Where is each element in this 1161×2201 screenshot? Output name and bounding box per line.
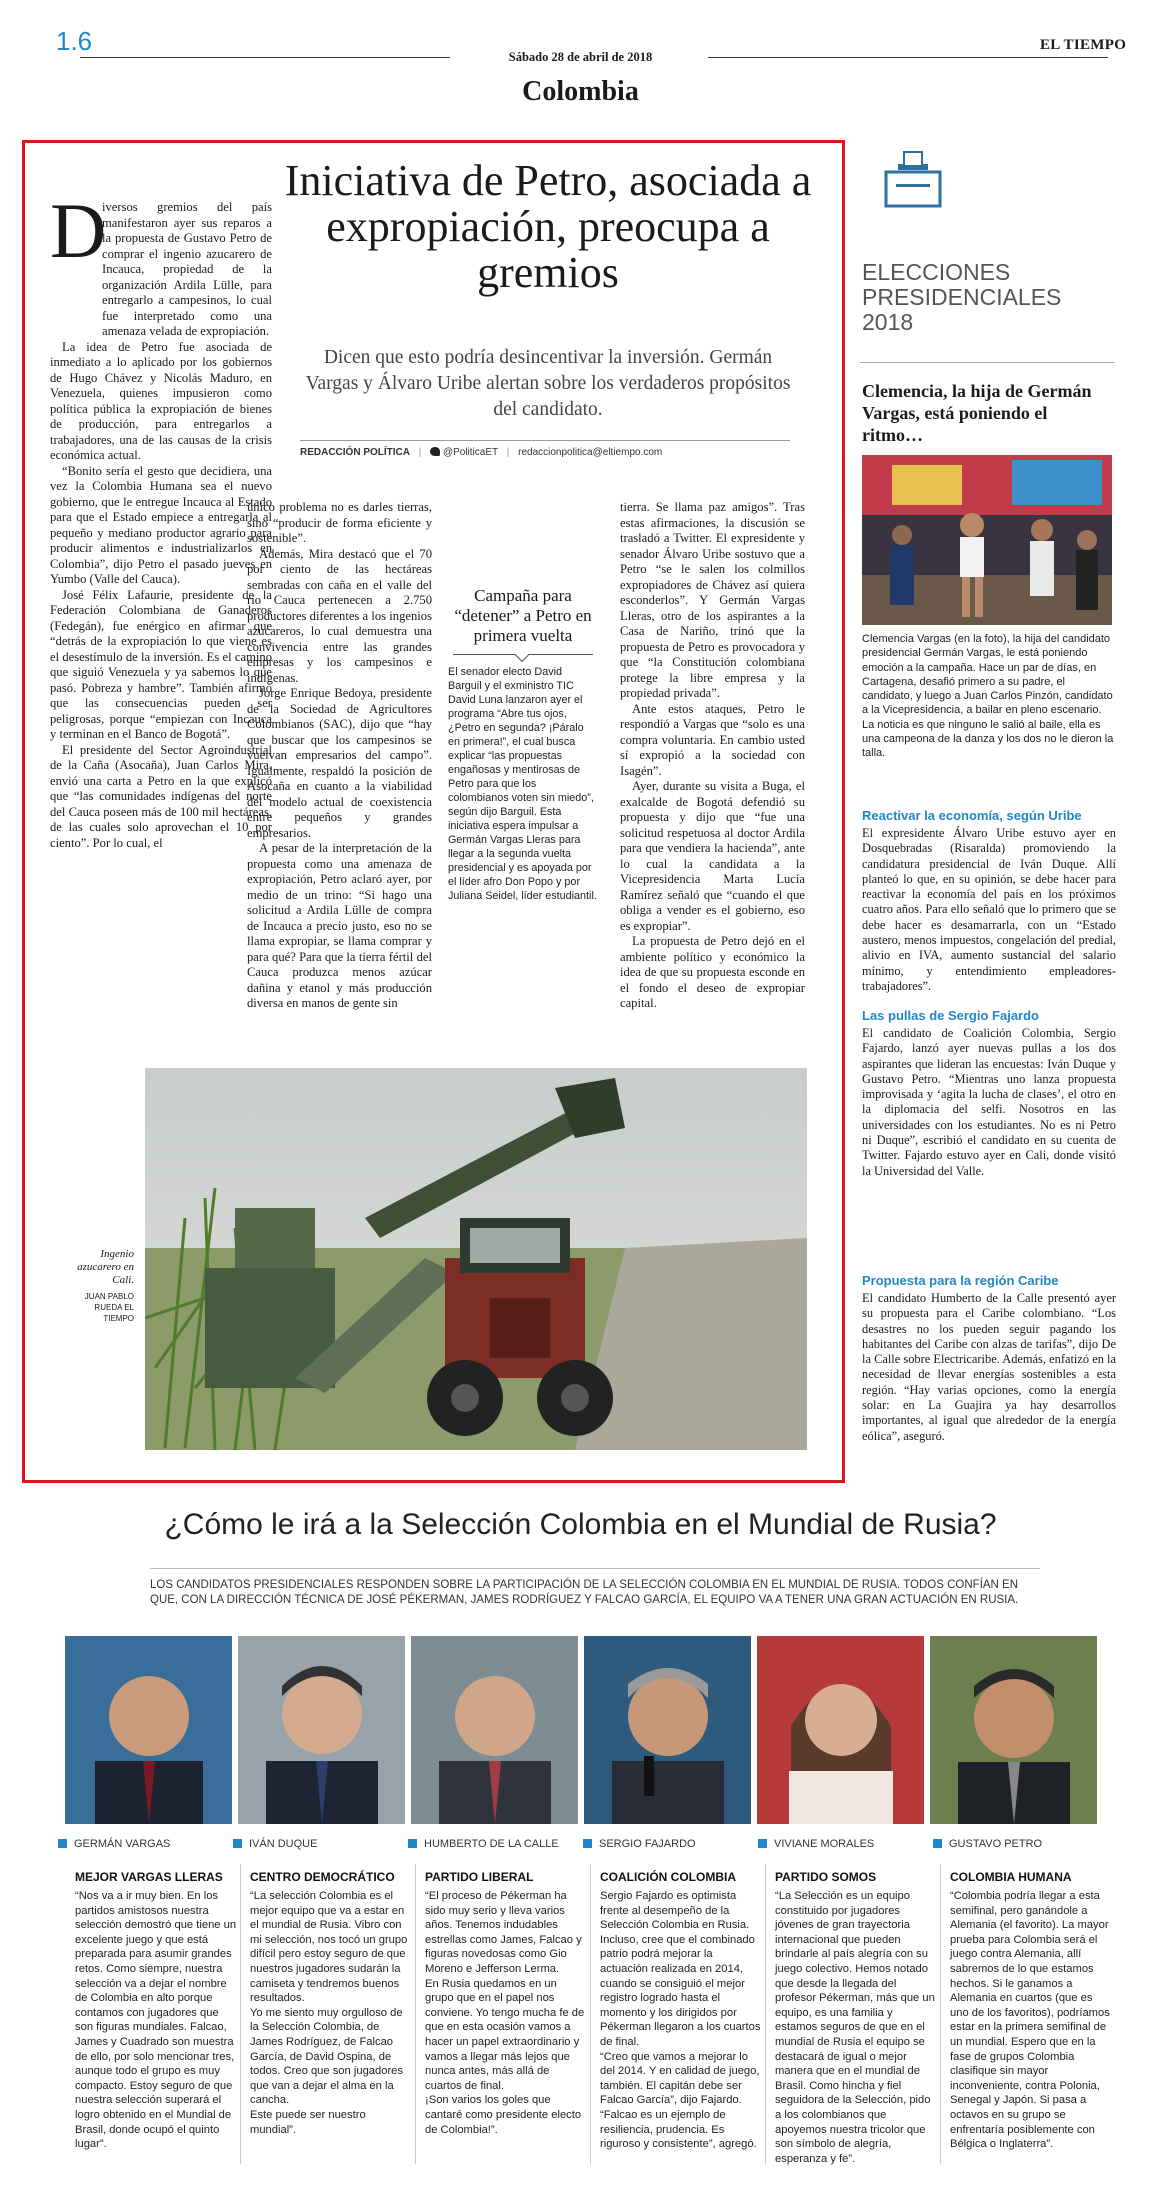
elections-title bbox=[862, 260, 1061, 335]
drop-cap: D bbox=[50, 187, 107, 274]
candidate-party: PARTIDO LIBERAL bbox=[425, 1870, 534, 1884]
column-divider bbox=[590, 1864, 591, 2164]
article-paragraph: Ayer, durante su visita a Buga, el exalcalde de Bogotá defendió su propuesta y dijo que “fue una solicitud respetuosa al doctor Ardila para que vendiera la hacienda”, ante lo cual la candidata a la Vicepresidencia Marta Lucía Ramírez señaló que “cuando el que obliga a vender es el gobierno, eso es expropiar”. bbox=[620, 779, 805, 933]
candidate-photo-fajardo bbox=[584, 1636, 751, 1824]
byline-separator: | bbox=[418, 447, 422, 458]
ballot-box-icon bbox=[878, 150, 948, 210]
worldcup-intro: LOS CANDIDATOS PRESIDENCIALES RESPONDEN SOBRE LA PARTICIPACIÓN DE LA SELECCIÓN COLOMBIA EN EL MUNDIAL DE RUSIA. TODOS CONFÍAN EN QUE, CON LA DIRECCIÓN TÉCNICA DE JOSÉ PÉKERMAN, JAMES RODRÍGUEZ Y FALCAO GARCÍA, EL EQUIPO VA A TENER UNA GRAN ACTUACIÓN EN RUSIA. bbox=[150, 1579, 1019, 1606]
feature-headline: Clemencia, la hija de Germán Vargas, está poniendo el ritmo… bbox=[862, 381, 1092, 445]
candidate-name: IVÁN DUQUE bbox=[233, 1838, 317, 1850]
candidate-photo-morales bbox=[757, 1636, 924, 1824]
candidate-name: HUMBERTO DE LA CALLE bbox=[408, 1838, 559, 1850]
article-paragraph: El presidente del Sector Agroindustrial de la Caña (Asocaña), Juan Carlos Mira, envió una carta a Petro en la que explicó que “las comunidades indígenas del norte del Cauca poseen más de 100 mil hectáreas, de las cuales solo aprovechan el 10 por ciento”. Por lo cual, el bbox=[50, 742, 272, 850]
candidate-party: MEJOR VARGAS LLERAS bbox=[75, 1870, 223, 1884]
article-paragraph: La propuesta de Petro dejó en el ambiente político y económico la idea de que su propuesta esconde en el fondo el deseo de expropiar capital. bbox=[620, 934, 805, 1010]
article-paragraph: Jorge Enrique Bedoya, presidente de la Sociedad de Agricultores Colombianos (SAC), dijo que “hay que buscar que los campesinos se vuelvan empresarios del campo”. Igualmente, respaldó la posición de Asocaña en cuanto a la viabilidad del modelo actual de coexistencia entre pequeños y grandes empresarios. bbox=[247, 686, 432, 840]
feature-photo-clemencia bbox=[862, 455, 1112, 625]
article-column-4 bbox=[620, 500, 805, 1012]
candidate-quote: “La selección Colombia es el mejor equipo que va a estar en el mundial de Rusia. Vibro con mi selección, nos tocó un grupo difícil pero estoy seguro de que nuestros jugadores sudarán la camiseta y tendremos buenos resultados. Yo me siento muy orgulloso de la Selección Colombia, de James Rodríguez, de Falcao García, de David Ospina, de todos. Creo que son jugadores que van a dejar el alma en la cancha. Este puede ser nuestro mundial”. bbox=[250, 1890, 408, 2136]
elections-title-line2: PRESIDENCIALES bbox=[862, 284, 1062, 310]
byline-email[interactable]: redaccionpolitica@eltiempo.com bbox=[518, 447, 663, 458]
article-paragraph: Además, Mira destacó que el 70 por ciento de las hectáreas sembradas con caña en el valle del río Cauca pertenecen a 2.750 productores diferentes a los ingenios azucareros, lo cual demuestra una convivencia entre las grandes empresas y los campesinos e indígenas. bbox=[247, 546, 432, 685]
candidate-party: COALICIÓN COLOMBIA bbox=[600, 1870, 736, 1884]
sidebar-box bbox=[448, 586, 598, 903]
elections-rule bbox=[860, 362, 1115, 363]
byline-separator: | bbox=[506, 447, 510, 458]
candidate-name: GUSTAVO PETRO bbox=[933, 1838, 1042, 1850]
worldcup-title: ¿Cómo le irá a la Selección Colombia en el Mundial de Rusia? bbox=[164, 1508, 997, 1541]
elections-item-text: El candidato de Coalición Colombia, Sergio Fajardo, lanzó ayer nuevas pullas a los dos aspirantes que lideran las encuestas: Iván Duque y Gustavo Petro. “Mientras uno lanza propuesta improvisada y ‘agita la lucha de clases’, el otro en la diplomacia del selfi. Nosotros en las universidades con los estudiantes. No es ni Petro ni Duque”, escribió el candidato en su cuenta de Twitter. Fajardo estuvo ayer en Cali, donde visitó la Universidad del Valle. bbox=[862, 1026, 1116, 1178]
candidate-name: VIVIANE MORALES bbox=[758, 1838, 874, 1850]
elections-item-heading: Las pullas de Sergio Fajardo bbox=[862, 1008, 1039, 1023]
article-subtitle: Dicen que esto podría desincentivar la inversión. Germán Vargas y Álvaro Uribe alertan sobre los verdaderos propósitos del candidato. bbox=[305, 347, 791, 420]
candidate-party: CENTRO DEMOCRÁTICO bbox=[250, 1870, 395, 1884]
candidate-photo-duque bbox=[238, 1636, 405, 1824]
elections-item-text: El expresidente Álvaro Uribe estuvo ayer en Dosquebradas (Risaralda) promoviendo la candidatura presidencial de Iván Duque. Allí planteó lo que, en su opinión, se debe hacer para reactivar la economía del país en los próximos cuatro años. Para ello señaló que lo primero que se debe hacer es desamarrarla, con un “Estado austero, menos impuestos, congelación del predial, alivio en IVA, aumento sustancial del salario mínimo, y entendimiento empleadores-trabajadores”. bbox=[862, 826, 1116, 993]
worldcup-rule bbox=[150, 1568, 1040, 1569]
byline-twitter[interactable]: @PoliticaET bbox=[442, 447, 498, 458]
elections-item-heading: Reactivar la economía, según Uribe bbox=[862, 808, 1082, 823]
article-photo-harvester bbox=[145, 1068, 807, 1450]
article-paragraph: único problema no es darles tierras, sino “producir de forma eficiente y sostenible”. bbox=[247, 500, 432, 545]
feature-caption: Clemencia Vargas (en la foto), la hija del candidato presidencial Germán Vargas, le está poniendo emoción a la campaña. Hace un par de días, en Cartagena, desafió primero a su padre, el candidato, y luego a Juan Carlos Pinzón, candidato a la Vicepresidencia, a bailar en pleno escenario. La noticia es que ninguno le salió al baile, ella es una campeona de la danza y los dos no le dieron la talla. bbox=[862, 633, 1114, 760]
candidate-photo-petro bbox=[930, 1636, 1097, 1824]
column-divider bbox=[940, 1864, 941, 2164]
candidate-party: PARTIDO SOMOS bbox=[775, 1870, 877, 1884]
sidebar-text: El senador electo David Barguil y el exministro TIC David Luna lanzaron ayer el programa “Abre tus ojos, ¿Petro en segunda? ¡Páralo en primera!”, el cual busca explicar “las propuestas engañosas y mentirosas de Petro para que los colombianos voten sin miedo”, según dijo Barguil. Esta iniciativa espera impulsar a Germán Vargas Lleras para llegar a la segunda vuelta presidencial y es apoyada por el líder afro Don Popo y por Juliana Seidel, líder estudiantil. bbox=[448, 666, 597, 902]
article-paragraph: tierra. Se llama paz amigos”. Tras estas afirmaciones, la discusión se trasladó a Twitter. El expresidente y senador Álvaro Uribe sostuvo que a Petro “se le salen los colmillos expropiadores de Chávez así quiera esconderlos”. Y Germán Vargas Lleras, otro de los aspirantes a la Casa de Nariño, trinó que la propuesta de Petro es provocadora y que “la Constitución colombiana protege la libre empresa y la propiedad privada”. bbox=[620, 500, 805, 700]
candidate-quote: “La Selección es un equipo constituido por jugadores jóvenes de gran trayectoria internacional que pueden brindarle al país alegría con su juego colectivo. Hemos notado que desde la llegada del profesor Pékerman, más que un equipo, es una familia y estamos seguros de que en el mundial de Rusia el equipo se destacará de igual o mejor manera que en el mundial de Brasil. Como hincha y fiel seguidora de la Selección, pido a los colombianos que apoyemos nuestra tricolor que son símbolo de alegría, esperanza y fe”. bbox=[775, 1890, 935, 2165]
candidate-photo-delacalle bbox=[411, 1636, 578, 1824]
sidebar-divider bbox=[453, 654, 593, 655]
candidate-name: SERGIO FAJARDO bbox=[583, 1838, 696, 1850]
article-column-2 bbox=[247, 500, 432, 1012]
sidebar-title: Campaña para “detener” a Petro en primera vuelta bbox=[454, 586, 592, 645]
section-title: Colombia bbox=[522, 76, 639, 107]
article-paragraph: iversos gremios del país manifestaron ayer sus reparos a la propuesta de Gustavo Petro de comprar el ingenio azucarero de Incauca, propiedad de la organización Ardila Lülle, para entregarlo a campesinos, lo cual fue interpretado como una amenaza velada de expropiación. bbox=[102, 200, 272, 338]
column-divider bbox=[240, 1864, 241, 2164]
candidate-quote: Sergio Fajardo es optimista frente al desempeño de la Selección Colombia en Rusia. Incluso, cree que el combinado patrio podrá mejorar la actuación realizada en 2014, cuando se consiguió el mejor registro logrado hasta el momento y los dirigidos por Pékerman llegaron a los cuartos de final. “Creo que vamos a mejorar lo del 2014. Y en calidad de juego, también. El capitán debe ser Falcao García”, dijo Fajardo. “Falcao es un ejemplo de resiliencia, prudencia. Es riguroso y consistente”, agregó. bbox=[600, 1890, 761, 2151]
article-paragraph: La idea de Petro fue asociada de inmediato a lo aplicado por los gobiernos de Hugo Chávez y Nicolás Maduro, en Venezuela, quienes impusieron como política pública la expropiación de bienes de producción, para entregarlos a trabajadores, una de las causas de la crisis económica actual. bbox=[50, 339, 272, 462]
byline-author: REDACCIÓN POLÍTICA bbox=[300, 447, 410, 458]
harvester-image bbox=[145, 1068, 807, 1450]
elections-title-line1: ELECCIONES bbox=[862, 259, 1011, 285]
elections-item-text: El candidato Humberto de la Calle presentó ayer su propuesta para el Caribe colombiano. “Los desastres no los pueden seguir pagando los habitantes del Caribe con alzas de tarifas”, dijo De la Calle sobre Electricaribe. Además, enfatizó en la necesidad de llevar energías sostenibles a esta región. “Hay varias opciones, como la energía solar: en La Guajira ya hay desarrollos importantes, al igual que alrededor de la energía eólica”, aseguró. bbox=[862, 1291, 1116, 1443]
column-divider bbox=[765, 1864, 766, 2164]
candidate-photo-vargas bbox=[65, 1636, 232, 1824]
candidate-name: GERMÁN VARGAS bbox=[58, 1838, 170, 1850]
photo-caption: Ingenio azucarero en Cali. bbox=[77, 1248, 134, 1286]
elections-year: 2018 bbox=[862, 309, 914, 335]
page-number: 1.6 bbox=[56, 26, 93, 56]
article-paragraph: José Félix Lafaurie, presidente de la Federación Colombiana de Ganaderos (Fedegán), fue enérgico en afirmar que “detrás de la expropiación lo que viene es el desestímulo de la inversión. Es el camino que siguió Venezuela y ya sabemos lo que pasó. Pobreza y hambre”. También afirmó que las consecuencias pueden ser peligrosas, porque “empiezan con Incauca y terminan en el Banco de Bogotá”. bbox=[50, 587, 272, 741]
byline-rule-top bbox=[300, 440, 790, 441]
photo-credit: JUAN PABLO RUEDA EL TIEMPO bbox=[84, 1292, 134, 1323]
elections-item-heading: Propuesta para la región Caribe bbox=[862, 1273, 1059, 1288]
column-divider bbox=[415, 1864, 416, 2164]
candidate-quote: “Colombia podría llegar a esta semifinal, pero ganándole a Alemania (el favorito). La mayor prueba para Colombia será el juego contra Alemania, allí sabremos de lo que estamos hechos. Si le ganamos a Alemania en cuartos (que es uno de los favoritos), podríamos estar en la primera semifinal de un mundial. Espero que en la fase de grupos Colombia clasifique sin mayor inconveniente, contra Polonia, Senegal y Japón. Si pasa a octavos en su grupo se enfrentaría posiblemente con Bélgica o Inglaterra”. bbox=[950, 1890, 1110, 2151]
header-rule-left bbox=[80, 57, 450, 58]
byline bbox=[300, 447, 800, 458]
header-rule-right bbox=[708, 57, 1108, 58]
article-column-1 bbox=[50, 200, 272, 851]
article-title: Iniciativa de Petro, asociada a expropiación, preocupa a gremios bbox=[284, 156, 812, 297]
candidate-party: COLOMBIA HUMANA bbox=[950, 1870, 1072, 1884]
twitter-icon bbox=[430, 447, 440, 456]
article-paragraph: A pesar de la interpretación de la propuesta como una amenaza de expropiación, Petro aclaró ayer, por medio de un trino: “Si hago una solicitud a Ardila Lülle de compra de Incauca a precio justo, eso no se llama expropiar, se llama comprar y para qué? Para que la tierra fértil del Cauca produzca menos azúcar dañina y etanol y más producción diversa en manos de gente sin bbox=[247, 841, 432, 1010]
masthead: EL TIEMPO bbox=[1040, 37, 1127, 53]
article-paragraph: “Bonito sería el gesto que decidiera, una vez la Colombia Humana sea el nuevo gobierno, que le entregue Incauca al Estado para que el Estado empiece a entregarla al pequeño y mediano productor agrario para producir alimentos e industrializarlos en Colombia”, dijo Petro el pasado jueves en Yumbo (Valle del Cauca). bbox=[50, 463, 272, 586]
article-paragraph: Ante estos ataques, Petro le respondió a Vargas que “solo es una compra voluntaria. En cambio usted sí expropió a la sociedad con Isagén”. bbox=[620, 701, 805, 778]
candidate-quote: “El proceso de Pékerman ha sido muy serio y lleva varios años. Tenemos indudables estrellas como James, Falcao y figuras novedosas como Gio Moreno e Jefferson Lerma. En Rusia quedamos en un grupo que en el papel nos conviene. Yo tengo mucha fe de que en esta ocasión vamos a hacer un papel extraordinario y vamos a llegar más lejos que nunca antes, más allá de cuartos de final. ¡Son varios los goles que cantaré como presidente electo de Colombia!”. bbox=[425, 1890, 585, 2136]
candidate-quote: “Nos va a ir muy bien. En los partidos amistosos nuestra selección demostró que tiene un excelente juego y que está preparada para asumir grandes retos. Como siempre, nuestra selección va a dejar el nombre de Colombia en alto porque contamos con jugadores que son figuras mundiales. Falcao, James y Cuadrado son muestra de ello, por solo mencionar tres, aunque todo el grupo es muy compacto. Estoy seguro de que nuestra selección superará el logro obtenido en el Mundial de Brasil, donde ocupó el quinto lugar”. bbox=[75, 1890, 237, 2151]
header-date: Sábado 28 de abril de 2018 bbox=[508, 50, 653, 64]
photo-caption-block bbox=[66, 1248, 134, 1324]
